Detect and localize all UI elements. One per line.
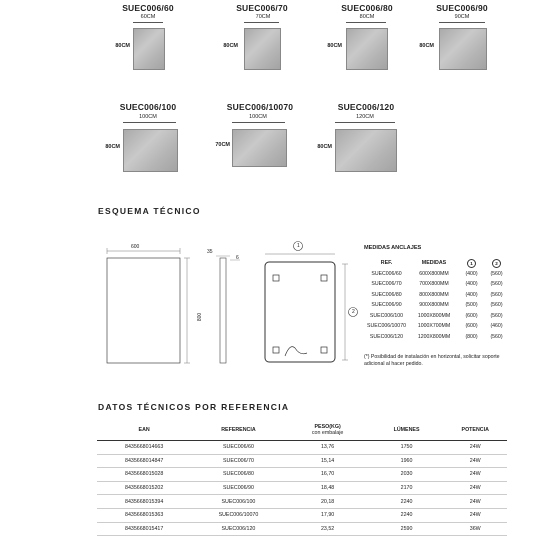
model-title: SUEC006/120 (337, 102, 395, 112)
table-row: 8435668014663 SUEC006/60 13,76 1750 24W (97, 441, 507, 455)
medidas-note: (*) Posibilidad de instalación en horizontal, solicitar soporte adicional al hacer pedido. (364, 354, 500, 367)
table-row: 8435668015394 SUEC006/100 20,18 2240 24W (97, 495, 507, 509)
col-anchor-2: 2 (484, 258, 509, 269)
width-line (439, 22, 485, 23)
mirror-thumbnail (335, 129, 397, 172)
width-label: 70CM (255, 14, 271, 20)
model-title: SUEC006/70 (236, 3, 288, 13)
mirror-thumbnail (232, 129, 287, 167)
table-row: SUEC006/70 700X800MM (400) (560) (371, 281, 503, 288)
datos-table (97, 420, 507, 536)
table-row: SUEC006/60 600X800MM (400) (560) (371, 270, 503, 277)
model-title: SUEC006/100 (119, 102, 177, 112)
height-label: 80CM (223, 43, 238, 49)
dimension-depth: 35 (207, 249, 213, 255)
table-row: SUEC006/90 900X800MM (500) (560) (371, 302, 503, 309)
col-potencia: POTENCIA (443, 420, 507, 441)
model-title: SUEC006/10070 (226, 102, 294, 112)
width-line (123, 122, 176, 123)
col-peso: PESO(KG) con embalaje (286, 420, 370, 441)
model-title: SUEC006/80 (341, 3, 393, 13)
medidas-title: MEDIDAS ANCLAJES (364, 245, 422, 251)
col-medidas: MEDIDAS (421, 260, 447, 267)
width-label: 120CM (356, 114, 374, 120)
medidas-table (364, 258, 509, 342)
height-label: 80CM (327, 43, 342, 49)
width-line (232, 122, 285, 123)
section-title-datos: DATOS TÉCNICOS POR REFERENCIA (98, 402, 290, 412)
mirror-thumbnail (244, 28, 281, 70)
marker-2: 2 (352, 309, 355, 315)
height-label: 70CM (215, 142, 230, 148)
mirror-thumbnail (346, 28, 388, 70)
col-anchor-1: 1 (459, 258, 484, 269)
mirror-thumbnail (439, 28, 487, 70)
section-title-esquema: ESQUEMA TÉCNICO (98, 206, 201, 216)
col-referencia: REFERENCIA (191, 420, 285, 441)
technical-drawing (95, 238, 360, 378)
width-label: 60CM (140, 14, 156, 20)
table-header-row (97, 420, 507, 441)
dimension-width: 600 (131, 244, 140, 250)
width-line (133, 22, 163, 23)
mirror-thumbnail (123, 129, 178, 172)
table-row: 8435668015417 SUEC006/120 23,52 2590 36W (97, 522, 507, 536)
table-row: SUEC006/10070 1000X700MM (600) (460) (367, 323, 503, 330)
height-label: 80CM (317, 144, 332, 150)
width-label: 80CM (359, 14, 375, 20)
dimension-height: 800 (197, 312, 204, 322)
model-title: SUEC006/60 (122, 3, 174, 13)
table-row: 8435668015363 SUEC006/10070 17,90 2240 24W (97, 508, 507, 522)
marker-1: 1 (297, 243, 300, 249)
width-line (335, 122, 395, 123)
mirror-thumbnail (133, 28, 165, 70)
height-label: 80CM (115, 43, 130, 49)
table-row: 8435668015202 SUEC006/90 18,48 2170 24W (97, 481, 507, 495)
width-label: 90CM (454, 14, 470, 20)
width-label: 100CM (139, 114, 157, 120)
model-title: SUEC006/90 (436, 3, 488, 13)
dimension-frame: 6 (236, 255, 239, 261)
col-ref: REF. (380, 260, 393, 267)
table-row: 8435668014847 SUEC006/70 15,14 1960 24W (97, 454, 507, 468)
height-label: 80CM (105, 144, 120, 150)
table-row: 8435668015028 SUEC006/80 16,70 2030 24W (97, 468, 507, 482)
table-row: SUEC006/100 1000X800MM (600) (560) (369, 312, 503, 319)
col-lumenes: LÚMENES (370, 420, 444, 441)
col-ean: EAN (97, 420, 191, 441)
table-row: SUEC006/80 800X800MM (400) (560) (371, 291, 503, 298)
width-label: 100CM (249, 114, 267, 120)
width-line (244, 22, 279, 23)
height-label: 80CM (419, 43, 434, 49)
width-line (346, 22, 386, 23)
table-header-row (364, 258, 509, 269)
table-row: SUEC006/120 1200X800MM (800) (560) (369, 333, 503, 340)
